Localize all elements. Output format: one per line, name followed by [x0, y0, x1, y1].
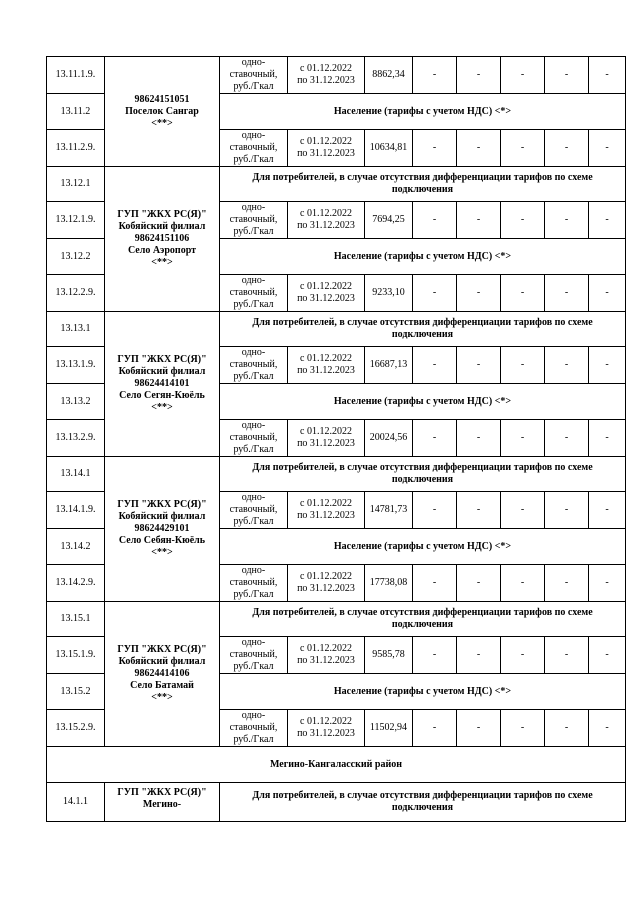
no-differentiation-note: Для потребителей, в случае отсутствия дифференциации тарифов по схеме подключения: [220, 312, 626, 347]
population-note: Население (тарифы с учетом НДС) <*>: [220, 529, 626, 565]
table-row: [47, 167, 626, 202]
period-cell: с 01.12.2022 по 31.12.2023: [288, 565, 365, 602]
dash-cell: -: [501, 565, 545, 602]
organization-cell: ГУП "ЖКХ РС(Я)" Кобяйский филиал 98624414101 Село Сегян-Кюёль <**>: [105, 312, 220, 457]
table-row: [47, 747, 626, 783]
dash-cell: -: [589, 347, 626, 384]
table-row: [47, 457, 626, 492]
row-code: 13.13.1.9.: [47, 347, 105, 384]
unit-cell: одно- ставочный, руб./Гкал: [220, 637, 288, 674]
dash-cell: -: [457, 492, 501, 529]
dash-cell: -: [413, 420, 457, 457]
period-cell: с 01.12.2022 по 31.12.2023: [288, 130, 365, 167]
table-row: [47, 783, 626, 822]
dash-cell: -: [457, 202, 501, 239]
no-differentiation-note: Для потребителей, в случае отсутствия дифференциации тарифов по схеме подключения: [220, 602, 626, 637]
dash-cell: -: [457, 565, 501, 602]
dash-cell: -: [457, 347, 501, 384]
period-cell: с 01.12.2022 по 31.12.2023: [288, 202, 365, 239]
dash-cell: -: [589, 275, 626, 312]
table-row: [47, 57, 626, 94]
no-differentiation-note: Для потребителей, в случае отсутствия дифференциации тарифов по схеме подключения: [220, 167, 626, 202]
dash-cell: -: [457, 275, 501, 312]
rate-cell: 20024,56: [365, 420, 413, 457]
unit-cell: одно- ставочный, руб./Гкал: [220, 57, 288, 94]
period-cell: с 01.12.2022 по 31.12.2023: [288, 492, 365, 529]
row-code: 13.12.2: [47, 239, 105, 275]
dash-cell: -: [457, 710, 501, 747]
dash-cell: -: [501, 420, 545, 457]
no-differentiation-note: Для потребителей, в случае отсутствия дифференциации тарифов по схеме подключения: [220, 783, 626, 822]
rate-cell: 16687,13: [365, 347, 413, 384]
dash-cell: -: [589, 565, 626, 602]
population-note: Население (тарифы с учетом НДС) <*>: [220, 94, 626, 130]
unit-cell: одно- ставочный, руб./Гкал: [220, 130, 288, 167]
row-code: 13.11.1.9.: [47, 57, 105, 94]
row-code: 13.12.1.9.: [47, 202, 105, 239]
row-code: 13.15.2.9.: [47, 710, 105, 747]
dash-cell: -: [457, 420, 501, 457]
rate-cell: 14781,73: [365, 492, 413, 529]
unit-cell: одно- ставочный, руб./Гкал: [220, 347, 288, 384]
dash-cell: -: [413, 57, 457, 94]
dash-cell: -: [589, 57, 626, 94]
row-code: 13.12.2.9.: [47, 275, 105, 312]
row-code: 13.15.2: [47, 674, 105, 710]
dash-cell: -: [413, 637, 457, 674]
dash-cell: -: [413, 492, 457, 529]
dash-cell: -: [545, 202, 589, 239]
no-differentiation-note: Для потребителей, в случае отсутствия дифференциации тарифов по схеме подключения: [220, 457, 626, 492]
region-heading: Мегино-Кангаласский район: [47, 747, 626, 783]
unit-cell: одно- ставочный, руб./Гкал: [220, 710, 288, 747]
dash-cell: -: [545, 565, 589, 602]
dash-cell: -: [589, 492, 626, 529]
dash-cell: -: [501, 492, 545, 529]
dash-cell: -: [457, 130, 501, 167]
population-note: Население (тарифы с учетом НДС) <*>: [220, 674, 626, 710]
unit-cell: одно- ставочный, руб./Гкал: [220, 420, 288, 457]
organization-cell: ГУП "ЖКХ РС(Я)" Мегино-: [105, 783, 220, 822]
rate-cell: 17738,08: [365, 565, 413, 602]
row-code: 13.11.2.9.: [47, 130, 105, 167]
period-cell: с 01.12.2022 по 31.12.2023: [288, 710, 365, 747]
period-cell: с 01.12.2022 по 31.12.2023: [288, 275, 365, 312]
table-row: [47, 312, 626, 347]
table-row: [47, 602, 626, 637]
dash-cell: -: [413, 275, 457, 312]
rate-cell: 9585,78: [365, 637, 413, 674]
unit-cell: одно- ставочный, руб./Гкал: [220, 275, 288, 312]
period-cell: с 01.12.2022 по 31.12.2023: [288, 420, 365, 457]
row-code: 13.13.2.9.: [47, 420, 105, 457]
row-code: 13.12.1: [47, 167, 105, 202]
rate-cell: 11502,94: [365, 710, 413, 747]
dash-cell: -: [413, 347, 457, 384]
dash-cell: -: [501, 347, 545, 384]
unit-cell: одно- ставочный, руб./Гкал: [220, 492, 288, 529]
row-code: 13.15.1: [47, 602, 105, 637]
dash-cell: -: [413, 565, 457, 602]
rate-cell: 7694,25: [365, 202, 413, 239]
dash-cell: -: [545, 347, 589, 384]
dash-cell: -: [589, 637, 626, 674]
unit-cell: одно- ставочный, руб./Гкал: [220, 202, 288, 239]
dash-cell: -: [501, 57, 545, 94]
rate-cell: 8862,34: [365, 57, 413, 94]
dash-cell: -: [501, 202, 545, 239]
dash-cell: -: [457, 637, 501, 674]
dash-cell: -: [589, 420, 626, 457]
dash-cell: -: [457, 57, 501, 94]
row-code: 13.13.1: [47, 312, 105, 347]
row-code: 13.14.1.9.: [47, 492, 105, 529]
unit-cell: одно- ставочный, руб./Гкал: [220, 565, 288, 602]
tariff-table: [46, 56, 626, 822]
dash-cell: -: [545, 275, 589, 312]
dash-cell: -: [545, 57, 589, 94]
dash-cell: -: [589, 710, 626, 747]
dash-cell: -: [545, 420, 589, 457]
dash-cell: -: [413, 130, 457, 167]
organization-cell: 98624151051 Поселок Сангар <**>: [105, 57, 220, 167]
organization-cell: ГУП "ЖКХ РС(Я)" Кобяйский филиал 98624429101 Село Себян-Кюёль <**>: [105, 457, 220, 602]
dash-cell: -: [413, 710, 457, 747]
row-code: 13.14.2.9.: [47, 565, 105, 602]
row-code: 14.1.1: [47, 783, 105, 822]
row-code: 13.14.1: [47, 457, 105, 492]
dash-cell: -: [589, 130, 626, 167]
organization-cell: ГУП "ЖКХ РС(Я)" Кобяйский филиал 98624151106 Село Аэропорт <**>: [105, 167, 220, 312]
period-cell: с 01.12.2022 по 31.12.2023: [288, 347, 365, 384]
population-note: Население (тарифы с учетом НДС) <*>: [220, 239, 626, 275]
dash-cell: -: [501, 637, 545, 674]
row-code: 13.11.2: [47, 94, 105, 130]
dash-cell: -: [545, 130, 589, 167]
dash-cell: -: [413, 202, 457, 239]
rate-cell: 9233,10: [365, 275, 413, 312]
dash-cell: -: [589, 202, 626, 239]
row-code: 13.15.1.9.: [47, 637, 105, 674]
period-cell: с 01.12.2022 по 31.12.2023: [288, 57, 365, 94]
row-code: 13.14.2: [47, 529, 105, 565]
rate-cell: 10634,81: [365, 130, 413, 167]
dash-cell: -: [501, 130, 545, 167]
dash-cell: -: [545, 710, 589, 747]
organization-cell: ГУП "ЖКХ РС(Я)" Кобяйский филиал 98624414106 Село Батамай <**>: [105, 602, 220, 747]
dash-cell: -: [501, 710, 545, 747]
period-cell: с 01.12.2022 по 31.12.2023: [288, 637, 365, 674]
dash-cell: -: [545, 637, 589, 674]
population-note: Население (тарифы с учетом НДС) <*>: [220, 384, 626, 420]
row-code: 13.13.2: [47, 384, 105, 420]
dash-cell: -: [545, 492, 589, 529]
dash-cell: -: [501, 275, 545, 312]
